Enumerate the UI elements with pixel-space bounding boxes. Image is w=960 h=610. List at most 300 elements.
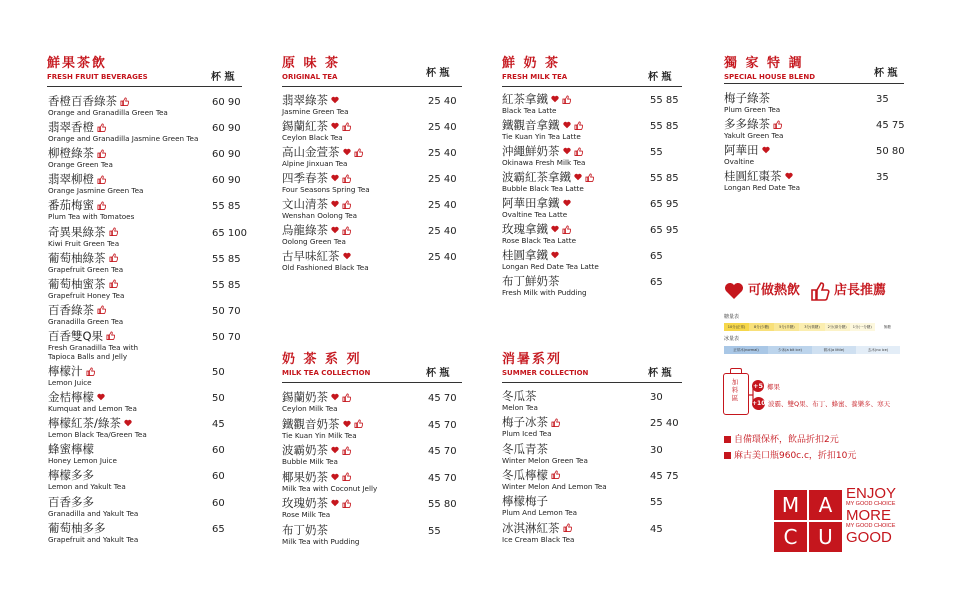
sugar-level-bar: [724, 323, 900, 331]
bottle-icon: [723, 373, 749, 415]
item-name-zh-text: 檸檬紅茶/綠茶: [48, 416, 121, 431]
thumbs-up-icon: [562, 95, 571, 104]
item-name-en: Fresh Milk with Pudding: [502, 288, 587, 297]
slogan-enjoy: ENJOY: [846, 485, 897, 502]
item-price: 25 40: [428, 96, 457, 107]
item-name-zh: [502, 389, 538, 403]
menu-item: [724, 143, 770, 168]
item-name-zh-text: 檸檬梅子: [502, 494, 548, 509]
item-name-en: Winter Melon And Lemon Tea: [502, 481, 607, 491]
menu-item: [48, 146, 113, 171]
item-name-en: Wenshan Oolong Tea: [282, 211, 358, 220]
item-name-en: Plum Tea with Tomatoes: [48, 212, 135, 222]
item-name-en: Ovaltine: [724, 157, 755, 166]
item-price: 30: [650, 392, 663, 403]
heart-icon: [563, 147, 571, 155]
item-name-zh-text: 沖繩鮮奶茶: [502, 144, 560, 158]
item-name-zh-text: 椰果奶茶: [282, 469, 328, 484]
item-name-zh: [282, 390, 351, 404]
item-price: 25 40: [428, 226, 457, 237]
menu-item: [282, 390, 351, 415]
thumbs-up-icon: [551, 470, 560, 479]
menu-item: [48, 94, 168, 119]
thumbs-up-icon: [354, 419, 363, 428]
item-name-en: Grapefruit and Yakult Tea: [48, 534, 139, 544]
item-name-en: Okinawa Fresh Milk Tea: [502, 158, 586, 167]
item-name-zh-text: 文山清茶: [282, 197, 328, 211]
section-title-en: SPECIAL HOUSE BLEND: [724, 73, 816, 81]
menu-item: [502, 415, 560, 440]
thumbs-up-icon: [106, 331, 115, 340]
section-divider: [502, 86, 682, 87]
item-name-en: Orange and Granadilla Jasmine Green Tea: [48, 134, 199, 144]
thumbs-up-icon: [574, 147, 583, 156]
item-price: 55 85: [212, 279, 241, 291]
heart-icon: [343, 252, 351, 260]
ice-level: 微冰(a little): [812, 346, 856, 354]
menu-item: [282, 470, 377, 495]
thumbs-up-icon: [585, 173, 594, 182]
item-name-en: Orange Jasmine Green Tea: [48, 186, 144, 196]
item-price: 60 90: [212, 149, 241, 161]
menu-item: [282, 443, 351, 468]
section-fresh-fruit: [47, 56, 148, 82]
section-divider: [282, 382, 462, 383]
item-name-zh: [502, 521, 574, 535]
heart-icon: [331, 446, 339, 454]
item-name-zh-text: 葡萄柚多多: [48, 520, 106, 535]
item-name-en: Ice Cream Black Tea: [502, 534, 575, 544]
item-price: 30: [650, 444, 663, 456]
item-name-zh-text: 金桔檸檬: [48, 390, 94, 405]
legend-hot: 可做熱飲: [748, 283, 801, 298]
item-price: 55 85: [650, 121, 679, 132]
thumbs-up-icon: [342, 446, 351, 455]
item-name-zh: [48, 329, 138, 343]
sugar-level: 1分(一分糖): [850, 323, 875, 331]
item-price: 45 70: [428, 446, 457, 457]
heart-icon: [331, 473, 339, 481]
menu-item: [48, 521, 138, 546]
menu-item: [724, 117, 783, 142]
menu-item: [282, 171, 370, 196]
thumbs-up-icon: [342, 499, 351, 508]
thumbs-up-icon: [342, 200, 351, 209]
item-price: 65: [212, 523, 225, 535]
ice-level: 去冰(no ice): [856, 346, 900, 354]
thumbs-up-icon: [342, 393, 351, 402]
item-name-zh-text: 多多綠茶: [724, 117, 770, 131]
section-title-en: MILK TEA COLLECTION: [282, 369, 371, 377]
item-name-zh: [724, 169, 800, 183]
item-name-zh-text: 柳橙綠茶: [48, 146, 94, 161]
topping-5-items: 椰果: [767, 382, 780, 391]
menu-item: [48, 277, 124, 302]
item-name-en: Plum Iced Tea: [502, 429, 552, 439]
promo-bottle: 麻古美口瓶960c.c，折扣10元: [724, 450, 856, 462]
slogan: [846, 486, 896, 545]
item-name-en: Kumquat and Lemon Tea: [48, 404, 137, 414]
sugar-level: 8分(少糖): [749, 323, 774, 331]
item-name-zh-text: 錫蘭奶茶: [282, 390, 328, 404]
item-price: 45 75: [650, 470, 679, 482]
heart-icon: [551, 225, 559, 233]
sugar-level: 無糖: [875, 323, 900, 331]
thumbs-up-icon: [563, 523, 572, 532]
thumbs-up-icon: [109, 227, 118, 236]
item-price: 65 95: [650, 225, 679, 236]
section-title-zh: 獨 家 特 調: [724, 56, 804, 71]
section-title-zh: 消暑系列: [502, 352, 563, 367]
item-name-zh-text: 梅子綠茶: [724, 91, 770, 105]
item-name-zh: [282, 496, 351, 510]
item-name-zh: [48, 303, 123, 317]
menu-item: [282, 145, 363, 170]
item-name-zh-text: 翡翠柳橙: [48, 172, 94, 187]
item-price: 65: [650, 277, 663, 288]
logo-m: M: [774, 490, 807, 520]
section-title-en: FRESH MILK TEA: [502, 73, 568, 81]
slogan-more: MORE: [846, 507, 891, 524]
topping-10: [752, 397, 890, 410]
item-price: 35: [876, 94, 889, 105]
logo-c: C: [774, 522, 807, 552]
menu-item: [48, 495, 138, 520]
item-price: 25 40: [650, 418, 679, 430]
heart-icon: [124, 419, 132, 427]
item-name-zh-text: 錫蘭紅茶: [282, 119, 328, 133]
item-name-en: Longan Red Date Tea: [724, 183, 801, 192]
item-name-en: Jasmine Green Tea: [282, 107, 349, 116]
item-name-zh-text: 玫瑰拿鐵: [502, 222, 548, 236]
item-price: 55 85: [212, 253, 241, 265]
item-name-zh-text: 高山金萱茶: [282, 145, 340, 159]
thumbs-up-icon: [109, 253, 118, 262]
section-title-en: FRESH FRUIT BEVERAGES: [47, 73, 148, 81]
item-name-zh: [48, 198, 134, 212]
item-name-zh: [48, 442, 117, 456]
heart-icon: [331, 499, 339, 507]
cup-bottle-header: 杯 瓶: [426, 68, 450, 79]
thumbs-up-icon: [109, 279, 118, 288]
item-name-zh-text: 古早味紅茶: [282, 249, 340, 263]
item-name-zh-text: 布丁奶茶: [282, 522, 328, 537]
item-name-zh-text: 鐵觀音拿鐵: [502, 118, 560, 132]
item-name-en: Grapefruit Green Tea: [48, 264, 124, 274]
menu-item: [502, 521, 574, 546]
item-price: 55: [428, 525, 441, 537]
item-price: 45 70: [428, 419, 457, 431]
heart-icon: [785, 172, 793, 180]
menu-item: [282, 249, 369, 274]
item-name-zh: [48, 251, 123, 265]
thumbs-up-icon: [342, 122, 351, 131]
section-fresh-milk-tea: [502, 56, 567, 82]
heart-icon: [331, 393, 339, 401]
item-name-en-2: Tapioca Balls and Jelly: [48, 351, 128, 361]
item-name-zh: [502, 468, 607, 482]
item-name-en: Lemon Black Tea/Green Tea: [48, 430, 147, 440]
item-price: 55 85: [650, 95, 679, 106]
item-price: 65: [650, 251, 663, 262]
thumbs-up-icon: [97, 305, 106, 314]
item-name-zh-text: 香橙百香綠茶: [48, 94, 117, 108]
cup-bottle-header: 杯 瓶: [211, 72, 235, 83]
item-name-zh-text: 葡萄柚綠茶: [48, 250, 106, 265]
heart-icon: [724, 282, 744, 300]
heart-icon: [331, 96, 339, 104]
item-name-en: Orange and Granadilla Green Tea: [48, 108, 168, 117]
item-name-zh-text: 百香綠茶: [48, 302, 94, 317]
item-name-en: Rose Milk Tea: [282, 510, 331, 519]
item-price: 60 90: [212, 123, 241, 135]
item-price: 50: [212, 393, 225, 405]
menu-item: [502, 144, 585, 169]
item-name-zh-text: 桂圓紅棗茶: [724, 169, 782, 183]
menu-item: [282, 93, 349, 118]
section-title-en: ORIGINAL TEA: [282, 73, 338, 81]
menu-item: [48, 468, 126, 493]
menu-item: [282, 197, 357, 222]
item-price: 25 40: [428, 200, 457, 211]
heart-icon: [343, 420, 351, 428]
item-name-en: Yakult Green Tea: [724, 131, 784, 140]
thumbs-up-icon: [120, 97, 129, 106]
sugar-level: 5分(半糖): [774, 323, 799, 331]
item-name-zh: [48, 172, 143, 186]
section-milk-tea: [282, 352, 370, 378]
promo-cup: 自備環保杯，飲品折扣2元: [724, 434, 839, 446]
item-name-zh: [282, 145, 363, 159]
logo-u: U: [809, 522, 842, 552]
item-name-en: Old Fashioned Black Tea: [282, 263, 369, 272]
menu-item: [724, 91, 780, 116]
cup-bottle-header: 杯 瓶: [648, 368, 672, 379]
item-name-zh-text: 冬瓜青茶: [502, 441, 548, 456]
item-name-zh-text: 波霸紅茶拿鐵: [502, 170, 571, 184]
section-divider: [724, 83, 904, 84]
item-name-zh-text: 阿華田: [724, 143, 759, 157]
item-name-en: Milk Tea with Coconut Jelly: [282, 483, 378, 493]
item-price: 60: [212, 497, 225, 509]
menu-item: [502, 494, 577, 519]
menu-item: [48, 225, 119, 250]
section-summer: [502, 352, 588, 378]
item-name-zh-text: 阿華田拿鐵: [502, 196, 560, 210]
item-name-zh: [48, 277, 124, 291]
item-price: 60: [212, 445, 225, 457]
item-name-zh: [48, 146, 113, 160]
section-divider: [282, 86, 462, 87]
item-name-en: Granadilla Green Tea: [48, 316, 124, 326]
item-name-en: Milk Tea with Pudding: [282, 536, 360, 546]
heart-icon: [97, 393, 105, 401]
item-price: 25 40: [428, 148, 457, 159]
item-name-zh: [282, 171, 370, 185]
item-name-zh: [282, 417, 363, 431]
item-name-zh: [724, 91, 780, 105]
item-name-en: Kiwi Fruit Green Tea: [48, 238, 120, 248]
menu-item: [502, 118, 583, 143]
macu-logo: [774, 490, 842, 552]
thumbs-up-icon: [562, 225, 571, 234]
item-name-zh: [48, 390, 137, 404]
heart-icon: [563, 121, 571, 129]
item-name-en: Ovaltine Tea Latte: [502, 210, 568, 219]
heart-icon: [574, 173, 582, 181]
item-name-en: Black Tea Latte: [502, 106, 557, 115]
thumbs-up-icon: [810, 281, 830, 301]
slogan-good: GOOD: [846, 529, 892, 546]
item-name-zh-text: 波霸奶茶: [282, 443, 328, 457]
thumbs-up-icon: [574, 121, 583, 130]
item-name-zh-text: 玫瑰奶茶: [282, 496, 328, 510]
legend: [724, 281, 886, 301]
item-name-zh: [282, 119, 351, 133]
bullet-square-icon: [724, 436, 731, 443]
item-name-en: Granadilla and Yakult Tea: [48, 508, 139, 518]
menu-item: [502, 468, 607, 493]
item-name-en: Bubble Black Tea Latte: [502, 184, 584, 193]
item-name-zh: [282, 223, 351, 237]
item-name-zh: [282, 249, 369, 263]
thumbs-up-icon: [97, 201, 106, 210]
heart-icon: [551, 95, 559, 103]
item-name-zh: [502, 494, 577, 508]
item-price: 65 100: [212, 227, 247, 239]
item-price: 55 85: [212, 201, 241, 213]
item-name-zh: [282, 197, 357, 211]
section-title-en: SUMMER COLLECTION: [502, 369, 589, 377]
item-name-en: Melon Tea: [502, 403, 538, 412]
item-name-zh: [48, 364, 95, 378]
heart-icon: [343, 148, 351, 156]
slogan-choice-2: MY GOOD CHOICE: [846, 523, 896, 529]
section-title-zh: 奶 茶 系 列: [282, 352, 362, 367]
menu-item: [48, 390, 137, 415]
heart-icon: [331, 200, 339, 208]
item-price: 60: [212, 471, 225, 483]
thumbs-up-icon: [97, 175, 106, 184]
thumbs-up-icon: [773, 120, 782, 129]
item-price: 35: [876, 172, 889, 183]
heart-icon: [331, 226, 339, 234]
item-price: 60 90: [212, 97, 241, 108]
menu-item: [48, 303, 123, 328]
item-price: 45: [212, 419, 225, 431]
item-name-zh: [282, 523, 359, 537]
menu-item: [48, 328, 139, 361]
item-name-zh-text: 烏龍綠茶: [282, 223, 328, 237]
cup-bottle-header: 杯 瓶: [648, 72, 672, 83]
bottle-label: 加料區: [731, 378, 739, 402]
item-name-zh: [282, 93, 349, 107]
section-divider: [502, 382, 682, 383]
topping-5: [752, 380, 780, 392]
item-name-en: Winter Melon Green Tea: [502, 455, 588, 465]
item-name-zh: [48, 468, 126, 482]
item-name-en: Bubble Milk Tea: [282, 457, 338, 466]
sugar-level: 3分(微糖): [799, 323, 824, 331]
section-special: [724, 56, 815, 82]
item-name-zh: [502, 170, 594, 184]
item-name-en: Fresh Granadilla Tea with: [48, 342, 139, 352]
thumbs-up-icon: [97, 123, 106, 132]
item-name-zh-text: 鐵觀音奶茶: [282, 416, 340, 431]
heart-icon: [331, 122, 339, 130]
menu-item: [502, 196, 571, 221]
thumbs-up-icon: [342, 174, 351, 183]
item-name-zh: [724, 143, 770, 157]
item-name-en: Plum And Lemon Tea: [502, 508, 578, 518]
menu-item: [48, 172, 143, 197]
item-name-en: Tie Kuan Yin Milk Tea: [282, 430, 357, 440]
sugar-level: 10分(正常): [724, 323, 749, 331]
item-name-zh-text: 紅茶拿鐵: [502, 92, 548, 106]
item-name-zh-text: 奇異果綠茶: [48, 224, 106, 239]
item-name-zh: [724, 117, 783, 131]
item-name-zh-text: 檸檬汁: [48, 364, 83, 378]
item-name-zh-text: 布丁鮮奶茶: [502, 274, 560, 288]
menu-item: [502, 442, 588, 467]
menu-item: [502, 248, 599, 273]
menu-item: [502, 389, 538, 414]
item-name-zh-text: 蜂蜜檸檬: [48, 442, 94, 457]
item-name-zh-text: 葡萄柚蜜茶: [48, 276, 106, 291]
item-name-en: Tie Kuan Yin Tea Latte: [502, 132, 581, 141]
ice-level: 正常冰(normal): [724, 346, 768, 354]
item-price: 65 95: [650, 199, 679, 210]
item-name-en: Lemon Juice: [48, 378, 92, 387]
item-name-zh-text: 翡翠綠茶: [282, 93, 328, 107]
section-title-zh: 鮮果茶飲: [47, 56, 108, 71]
ice-level: 少冰(a bit ice): [768, 346, 812, 354]
thumbs-up-icon: [354, 148, 363, 157]
item-name-zh: [48, 225, 119, 239]
item-name-zh-text: 翡翠香橙: [48, 120, 94, 135]
plus10-badge: +10: [752, 397, 765, 410]
menu-item: [48, 416, 147, 441]
item-name-zh-text: 桂圓拿鐵: [502, 248, 548, 262]
heart-icon: [762, 146, 770, 154]
section-divider: [47, 86, 242, 87]
item-name-zh: [48, 120, 198, 134]
item-name-zh-text: 冬瓜茶: [502, 389, 537, 403]
heart-icon: [331, 174, 339, 182]
legend-recommend: 店長推薦: [834, 283, 887, 298]
topping-10-items: 波霸、雙Q果、布丁、蜂蜜、養樂多、寒天: [768, 400, 891, 408]
menu-item: [282, 119, 351, 144]
sugar-label: 糖量表: [724, 314, 740, 320]
thumbs-up-icon: [86, 367, 95, 376]
item-price: 45 70: [428, 472, 457, 484]
item-name-zh-text: 檸檬多多: [48, 468, 94, 483]
item-name-zh: [48, 94, 168, 108]
item-name-en: Grapefruit Honey Tea: [48, 290, 125, 300]
item-name-zh: [48, 416, 147, 430]
item-price: 45: [650, 523, 663, 535]
item-name-en: Longan Red Date Tea Latte: [502, 262, 599, 271]
cup-bottle-header: 杯 瓶: [426, 368, 450, 379]
menu-item: [502, 92, 571, 117]
menu-item: [502, 170, 594, 195]
menu-item: [724, 169, 800, 194]
section-title-zh: 鮮 奶 茶: [502, 56, 561, 71]
item-name-en: Honey Lemon Juice: [48, 456, 117, 466]
menu-item: [48, 364, 95, 389]
thumbs-up-icon: [342, 226, 351, 235]
item-name-zh: [502, 442, 588, 456]
